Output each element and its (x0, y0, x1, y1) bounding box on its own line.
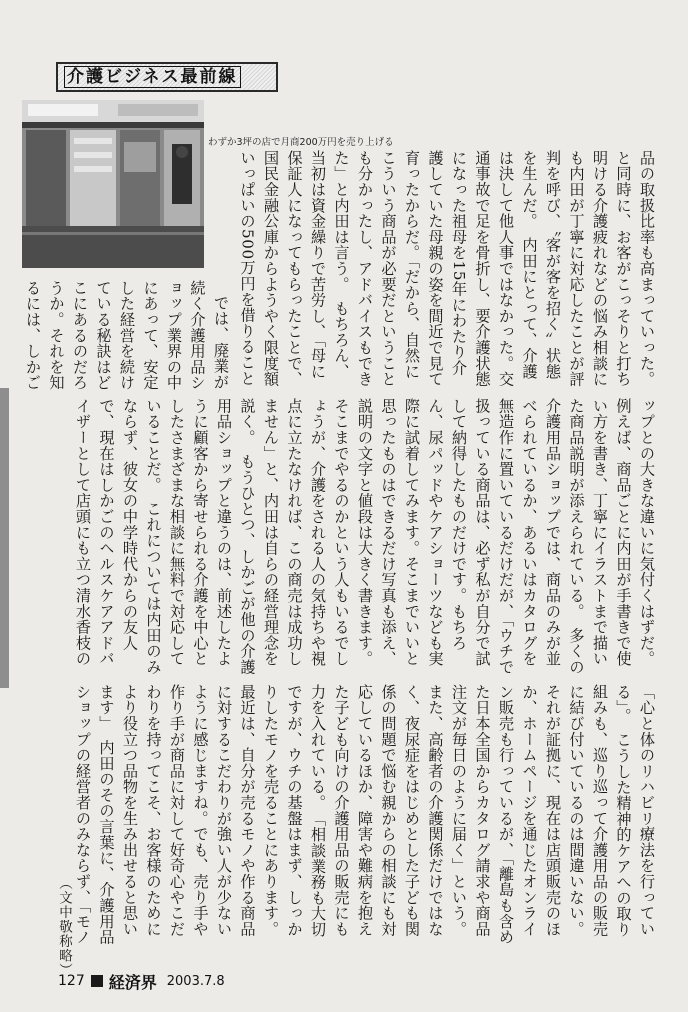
paragraph: 品の取扱比率も高まっていった。と同時に、お客がこっそりと打ち明ける介護疲れなどの悩み相談にも内田が丁寧に対応したことが評判を呼び、〝客が客を招く〟状態を生んだ。 内田にとって、介護は決して他人事ではなかった。交通事故で足を骨折し、要介護状態になった祖母を15年にわたり介護していた母親の姿を間近で見て育ったからだ。「だから、自然にこういう商品が必要だということも分かったし、アドバイスもできた」と内田は言う。 もちろん、当初は資金繰りで苦労し、「母に保証人になってもらったことで、国民金融公庫からようやく限度額いっぱいの500万円を借りること (238, 150, 656, 387)
photo-caption: わずか3坪の店で月商200万円を売り上げる (208, 137, 394, 148)
margin-tab (0, 388, 9, 688)
article-text-tier1 (232, 150, 658, 390)
article-text-tier2 (70, 398, 658, 676)
article-text-tier1-continued (22, 280, 232, 400)
issue-date: 2003.7.8 (166, 973, 225, 989)
section-banner (56, 62, 278, 92)
honorifics-note: （文中敬称略） (56, 876, 72, 978)
section-title (64, 66, 242, 88)
paragraph: ップとの大きな違いに気付くはずだ。例えば、商品ごとに内田が手書きで使い方を書き、丁寧にイラストまで描いた商品説明が添えられている。 多くの介護用品ショップでは、商品のみが並べられているか、あるいはカタログを無造作に置いているだけだが、「ウチで扱っている商品は、必ず私が自分で試して納得したものだけです。もちろん、尿パッドやケアショーツなども実際に試着してみます。そこまでいいと思ったものはできるだけ写真も添え、説明の文字と値段は大きく書きます。そこまでやるのかという人もいるでしょうが、介護をされる人の気持ちや視点に立たなければ、この商売は成功しません」と、内田は自らの経営理念を説く。 もうひとつ、しかごが他の介護用品ショップと違うのは、前述したように顧客から寄せられる介護を中心としたさまざまな相談に無料で対応していることだ。 これについては内田のみならず、彼女の中学時代からの友人で、現在はしかごのヘルスケアアドバイザーとして店頭にも立つ清水香枝の (74, 398, 656, 675)
section-title-text: 介護ビジネス最前線 (64, 66, 241, 88)
store-photo (22, 100, 204, 268)
article-text-tier3 (70, 684, 658, 952)
page-number: 127 (58, 973, 85, 989)
square-marker-icon (91, 975, 103, 987)
magazine-name: 経済界 (108, 972, 157, 992)
page-footer (58, 970, 225, 992)
paragraph: 「心と体のリハビリ療法を行っている」。 こうした精神的ケアへの取り組みも、巡り巡って介護用品の販売に結び付いているのは間違いない。それが証拠に、現在は店頭販売のほか、ホームページを通じたオンライン販売も行っているが、「離島も含めた日本全国からカタログ請求や商品注文が毎日のように届く」という。 また、高齢者の介護関係だけではなく、夜尿症をはじめとした子ども関係の問題で悩む親からの相談にも対応しているほか、障害や難病を抱えた子ども向けの介護用品の販売にも力を入れている。 「相談業務も大切ですが、ウチの基盤はまず、しっかりしたモノを売ることにあります。最近は、自分が売るモノや作る商品に対するこだわりが強い人が少ないように感じますね。でも、売り手や作り手が商品に対して好奇心やこだわりを持ってこそ、お客様のためにより役立つ品物を生み出せると思います」 内田のその言葉に、介護用品ショップの経営者のみならず、「モノ (74, 684, 656, 945)
paragraph: では、廃業が続く介護用品ショップ業界の中にあって、安定した経営を続けている秘訣はどこにあるのだろうか。それを知るには、しかご (24, 280, 230, 391)
store-front-illustration (22, 100, 204, 268)
